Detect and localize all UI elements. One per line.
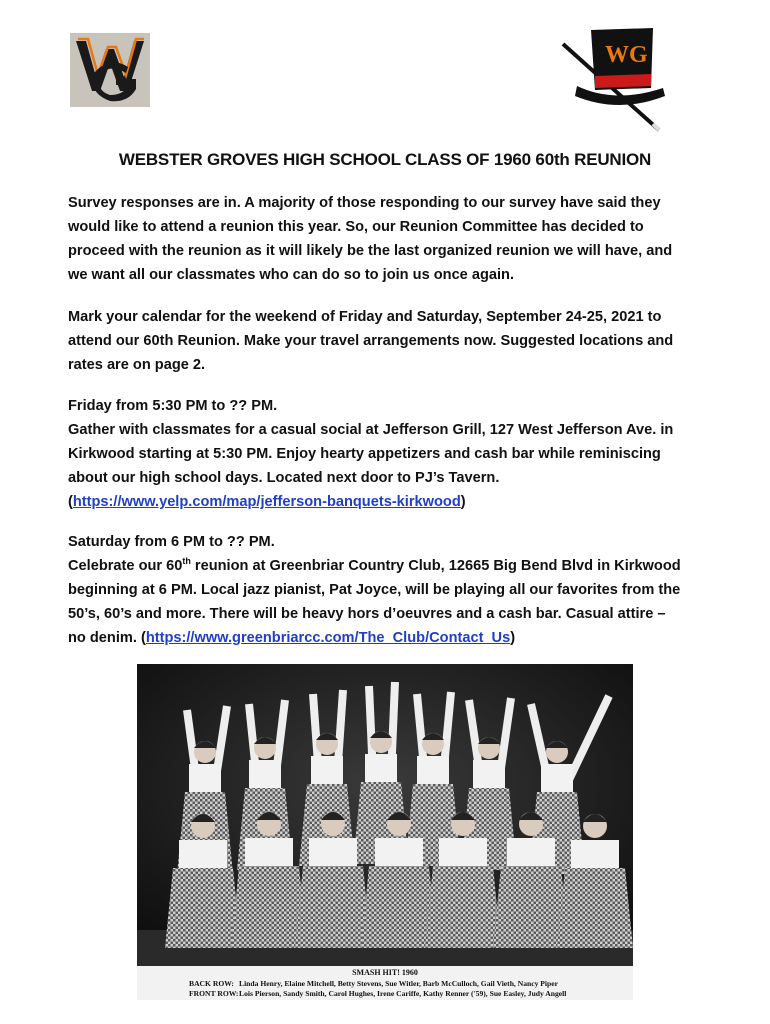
top-hat-logo: [555, 22, 665, 134]
caption-front-row: FRONT ROW:Lois Pierson, Sandy Smith, Carol Hughes, Irene Cariffe, Kathy Renner ('59), Sue Easley, Judy Angell: [189, 989, 567, 998]
group-photo: [137, 664, 633, 1000]
hat-letters: WG: [605, 42, 648, 68]
school-logo: [70, 33, 150, 107]
jefferson-link[interactable]: https://www.yelp.com/map/jefferson-banquets-kirkwood: [72, 494, 461, 510]
caption-title: SMASH HIT! 1960: [352, 968, 418, 977]
photo-image: [137, 664, 633, 966]
caption-back-row: BACK ROW: Linda Henry, Elaine Mitchell, Betty Stevens, Sue Witler, Barb McCulloch, Gail Vieth, Nancy Piper: [189, 979, 559, 988]
saturday-section: Saturday from 6 PM to ?? PM. Celebrate our 60th reunion at Greenbriar Country Club, 12665 Big Bend Blvd in Kirkwood beginning at 6 PM. Local jazz pianist, Pat Joyce, will be playing all our favorites from the 50’s, 60’s and more. There will be heavy hors d’oeuvres and a cash bar. Casual attire – no denim. (https://www.greenbriarcc.com/The_Club/Contact_Us): [68, 530, 718, 650]
saturday-heading: Saturday from 6 PM to ?? PM.: [68, 534, 275, 550]
friday-section: Friday from 5:30 PM to ?? PM. Gather with classmates for a casual social at Jefferson Grill, 127 West Jefferson Ave. in Kirkwood starting at 5:30 PM. Enjoy hearty appetizers and cash bar while reminiscing about our high school days. Located next door to PJ’s Tavern. (https://www.yelp.com/map/jefferson-banquets-kirkwood): [68, 394, 718, 514]
calendar-paragraph: Mark your calendar for the weekend of Friday and Saturday, September 24-25, 2021 to attend our 60th Reunion. Make your travel arrangements now. Suggested locations and rates are on page 2.: [68, 309, 674, 373]
page-title: WEBSTER GROVES HIGH SCHOOL CLASS OF 1960 60th REUNION: [118, 150, 652, 169]
intro-paragraph: Survey responses are in. A majority of those responding to our survey have said they would like to attend a reunion this year. So, our Reunion Committee has decided to proceed with the reunion as it will likely be the last organized reunion we will have, and we want all our classmates who can do so to join us once again.: [68, 195, 673, 283]
photo-caption: [137, 966, 633, 1000]
friday-heading: Friday from 5:30 PM to ?? PM.: [68, 398, 278, 414]
greenbriar-link[interactable]: https://www.greenbriarcc.com/The_Club/Contact_Us: [145, 630, 511, 646]
